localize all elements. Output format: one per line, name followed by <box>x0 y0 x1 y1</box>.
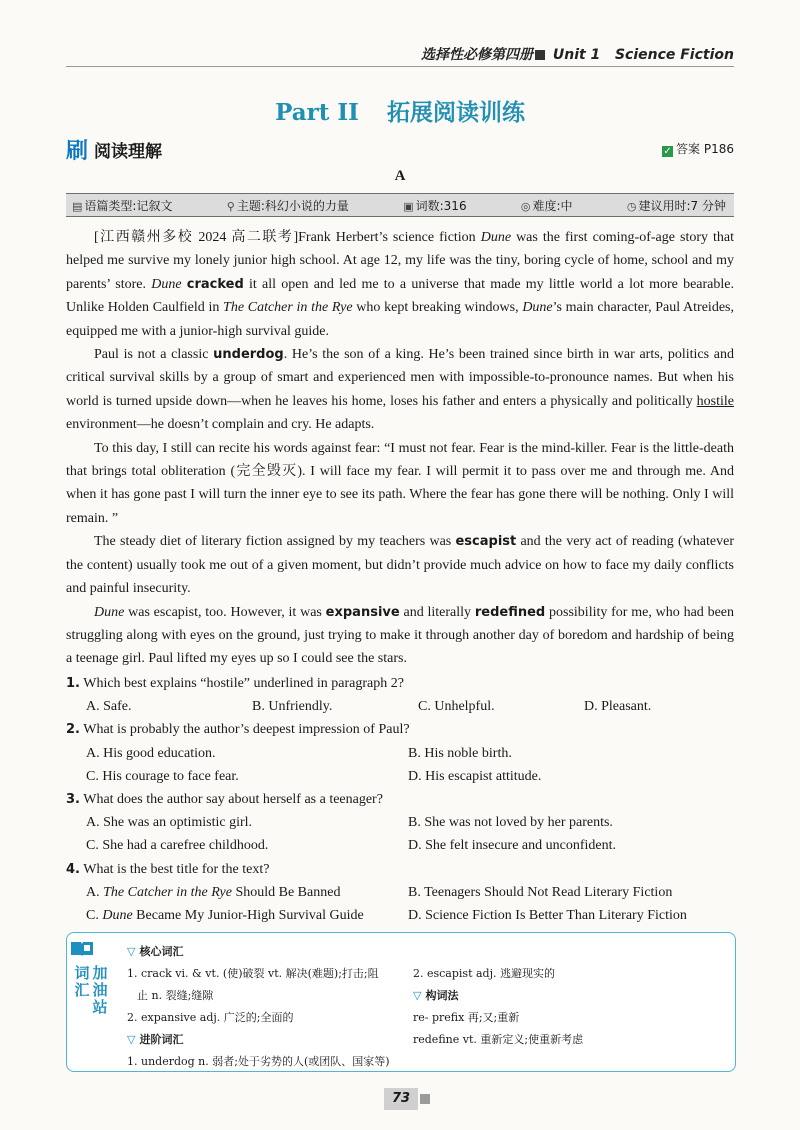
question-1-options <box>86 695 734 718</box>
paragraph-4 <box>66 530 734 600</box>
section-badge: 刷 <box>66 139 89 164</box>
vocabulary-box <box>66 932 736 1072</box>
section-title: 阅读理解 <box>94 142 163 162</box>
triangle-icon: ▽ <box>127 1033 136 1046</box>
option[interactable]: D. Pleasant. <box>584 699 652 715</box>
option-text: B. Teenagers Should Not Read Literary Fiction <box>408 884 673 900</box>
info-time: ◷ 建议用时:7 分钟 <box>626 198 726 213</box>
option-text: Should Be Banned <box>231 884 341 900</box>
text-run: and the very act of reading (whatever the content) usually took me out of a given moment, but didn’t provide much advice on how to face my daily conflicts and painful insecurity. <box>66 534 734 597</box>
text-run: and literally <box>399 604 475 620</box>
clock-icon: ◷ <box>626 199 637 213</box>
underlined-hostile: hostile <box>696 393 734 409</box>
option[interactable]: A. His good education. <box>86 745 216 761</box>
question-number: 4. <box>66 861 80 877</box>
part-title <box>0 94 800 127</box>
book-open-icon <box>69 939 95 957</box>
question-stem: What is the best title for the text? <box>83 861 270 877</box>
keyword-escapist: escapist <box>455 534 517 550</box>
text-run: environment—he doesn’t complain and cry. He adapts. <box>66 417 375 433</box>
option[interactable] <box>408 881 734 904</box>
question-4-options <box>86 881 734 927</box>
core-vocab-heading <box>127 941 402 963</box>
info-words: ▣ 词数:316 <box>403 198 467 213</box>
triangle-icon: ▽ <box>127 945 136 958</box>
text-run: ’s main character, Paul Atreides, equipped me with a junior-high survival guide. <box>66 300 734 339</box>
question-1 <box>66 672 734 695</box>
option[interactable]: B. She was not loved by her parents. <box>408 815 613 831</box>
option[interactable]: C. Unhelpful. <box>418 699 495 715</box>
info-difficulty: ◎ 难度:中 <box>520 198 573 213</box>
part-name: 拓展阅读训练 <box>386 99 525 126</box>
text-run: Frank Herbert’s science fiction <box>298 230 481 245</box>
paragraph-5 <box>66 601 734 671</box>
text-run: . He’s the son of a king. He’s been trained since birth in war arts, politics and critical survival skills by a group of smart and experienced men with impossible-to-pronounce names. But when his world is turned upside down—when he leaves his home, loses his father and enters a physically and politically <box>66 347 734 409</box>
question-3-options <box>86 811 734 857</box>
word-formation-heading <box>413 985 713 1007</box>
keyword-underdog: underdog <box>213 347 284 363</box>
vocab-entry: 1. crack vi. & vt. (使)破裂 vt. 解决(难题);打击;阻 <box>127 967 379 980</box>
question-3 <box>66 788 734 811</box>
unit-label: Unit 1 <box>552 47 601 63</box>
passage-info-bar <box>66 193 734 217</box>
text-run: was escapist, too. However, it was <box>124 604 326 620</box>
option[interactable]: B. His noble birth. <box>408 745 512 761</box>
vocabulary-side-title <box>73 965 113 1016</box>
option-text: A. <box>86 884 104 900</box>
book-title-italic: The Catcher in the Rye <box>223 300 353 316</box>
option[interactable]: A. Safe. <box>86 699 132 715</box>
option[interactable] <box>86 904 408 927</box>
heading-text: 构词法 <box>425 989 459 1002</box>
paragraph-3: To this day, I still can recite his words against fear: “I must not fear. Fear is the mind-killer. Fear is the little-death that brings total obliteration (完全毁灭). I will face my fear. I will permit it to pass over me and through me. And when it has gone past I will turn the inner eye to see its path. Where the fear has gone there will be nothing. Only I will remain. ” <box>66 440 734 526</box>
paragraph-2 <box>66 343 734 437</box>
unit-topic: Science Fiction <box>614 47 734 63</box>
answer-reference <box>662 140 734 157</box>
keyword-expansive: expansive <box>325 604 400 620</box>
option-text: Became My Junior-High Survival Guide <box>132 908 364 924</box>
search-icon: ⚲ <box>226 199 235 213</box>
book-title-italic: Dune <box>151 276 182 292</box>
vocab-entry: 2. expansive adj. 广泛的;全面的 <box>127 1011 294 1024</box>
spacer <box>413 941 713 963</box>
heading-text: 进阶词汇 <box>139 1033 184 1046</box>
vocab-entry: 1. underdog n. 弱者;处于劣势的人(或团队、国家等) <box>127 1055 390 1068</box>
answer-page: 答案 P186 <box>676 142 734 156</box>
difficulty-icon: ◎ <box>520 199 531 213</box>
text-run: The steady diet of literary fiction assigned by my teachers was <box>94 534 456 550</box>
option[interactable]: C. His courage to face fear. <box>86 768 239 784</box>
passage-label: A <box>394 168 406 184</box>
option[interactable]: B. Unfriendly. <box>252 699 333 715</box>
info-genre: ▤ 语篇类型:记叙文 <box>72 198 173 213</box>
text-run: possibility for me, who had been struggling along with eyes on the ground, just trying to make it through another day of boredom and hardship of being a teenage girl. Paul lifted my eyes up so I could see the stars. <box>66 604 735 667</box>
square-icon <box>535 50 545 60</box>
page-number-decoration <box>420 1094 430 1104</box>
vocabulary-right-column <box>413 941 713 1051</box>
vocab-entry: re- prefix 再;又;重新 <box>413 1011 520 1024</box>
book-title-italic: Dune <box>94 604 125 620</box>
part-number: Part II <box>275 99 359 126</box>
triangle-icon: ▽ <box>413 989 422 1002</box>
option-text: D. Science Fiction Is Better Than Literary Fiction <box>408 908 687 924</box>
question-4 <box>66 858 734 881</box>
section-heading <box>66 134 734 164</box>
vocab-entry: redefine vt. 重新定义;使重新考虑 <box>413 1033 584 1046</box>
book-title-italic: Dune <box>522 300 553 316</box>
side-title-col1: 词汇 <box>74 964 90 999</box>
paragraph-1 <box>66 226 734 343</box>
text-run: Paul is not a classic <box>94 347 214 363</box>
running-header <box>421 44 734 64</box>
question-2-options <box>86 742 734 788</box>
text-run: who kept breaking windows, <box>352 300 523 316</box>
option[interactable] <box>86 881 408 904</box>
question-stem: What is probably the author’s deepest impression of Paul? <box>83 722 410 738</box>
checkmark-icon: ✓ <box>663 146 672 157</box>
option-text: C. <box>86 908 103 924</box>
text-run: it all open and led me to a universe that made my little world a lot more bearable. Unlike Holden Caulfield in <box>66 276 734 316</box>
option[interactable]: A. She was an optimistic girl. <box>86 815 253 831</box>
question-number: 2. <box>66 722 80 738</box>
vocab-entry: 止 n. 裂缝;缝隙 <box>137 989 214 1002</box>
side-title-col2: 加油站 <box>92 964 108 1016</box>
book-title-italic: Dune <box>480 230 512 245</box>
option-italic: The Catcher in the Rye <box>103 884 232 900</box>
advanced-vocab-heading <box>127 1029 402 1051</box>
question-number: 1. <box>66 676 80 691</box>
document-icon: ▤ <box>72 199 83 213</box>
passage-body <box>66 226 734 671</box>
source-note: [江西赣州多校 2024 高二联考] <box>94 230 299 245</box>
vocabulary-left-column <box>127 941 402 1073</box>
keyword-cracked: cracked <box>186 276 244 292</box>
option[interactable] <box>408 904 734 927</box>
header-divider <box>66 66 734 67</box>
book-icon: ▣ <box>403 199 414 213</box>
option[interactable]: D. She felt insecure and unconfident. <box>408 838 616 854</box>
keyword-redefined: redefined <box>474 604 546 620</box>
book-title: 选择性必修第四册 <box>420 47 533 63</box>
option[interactable]: D. His escapist attitude. <box>408 768 542 784</box>
option[interactable]: C. She had a carefree childhood. <box>86 838 269 854</box>
question-number: 3. <box>66 792 80 808</box>
vocab-entry: 2. escapist adj. 逃避现实的 <box>413 967 555 980</box>
heading-text: 核心词汇 <box>139 945 184 958</box>
question-list <box>66 672 734 927</box>
page-number: 73 <box>384 1088 418 1110</box>
text-run: was the first coming-of-age story that helped me survive my lonely junior high school. At age 12, my life was the tiny, boring cycle of home, school and my parents’ store. <box>66 230 735 292</box>
option-italic: Dune <box>102 908 133 924</box>
question-2 <box>66 718 734 741</box>
question-stem: What does the author say about herself as a teenager? <box>83 792 383 808</box>
question-stem: Which best explains “hostile” underlined in paragraph 2? <box>83 676 404 691</box>
info-theme: ⚲ 主题:科幻小说的力量 <box>226 198 349 213</box>
